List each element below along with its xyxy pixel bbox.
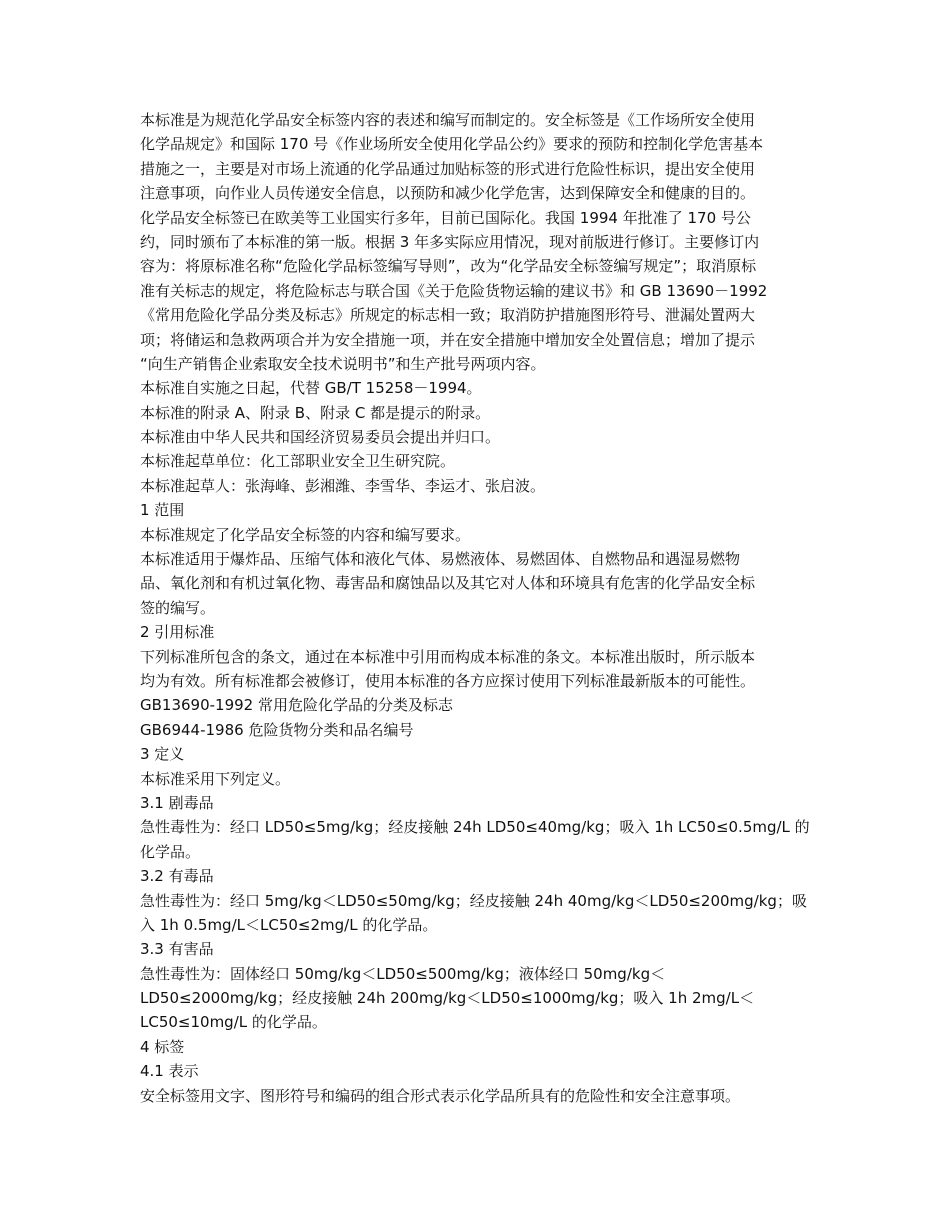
paragraph-line: 《常用危险化学品分类及标志》所规定的标志相一致；取消防护措施图形符号、泄漏处置两大 — [140, 306, 756, 325]
reference-item: GB6944-1986 危险货物分类和品名编号 — [140, 720, 414, 739]
paragraph-line: 入 1h 0.5mg/L＜LC50≤2mg/L 的化学品。 — [140, 915, 438, 934]
paragraph-line: 措施之一，主要是对市场上流通的化学品通过加贴标签的形式进行危险性标识，提出安全使用 — [140, 159, 756, 178]
subsection-heading: 3.1 剧毒品 — [140, 793, 214, 812]
paragraph-line: 本标准是为规范化学品安全标签内容的表述和编写而制定的。安全标签是《工作场所安全使用 — [140, 111, 756, 129]
paragraph-line: 本标准自实施之日起，代替 GB/T 15258－1994。 — [140, 379, 482, 398]
section-heading: 3 定义 — [140, 745, 185, 764]
paragraph-line: 本标准起草人：张海峰、彭湘潍、李雪华、李运才、张启波。 — [140, 476, 546, 495]
subsection-heading: 4.1 表示 — [140, 1062, 199, 1081]
paragraph-line: 急性毒性为：经口 5mg/kg＜LD50≤50mg/kg；经皮接触 24h 40mg/kg＜LD50≤200mg/kg；吸 — [140, 891, 807, 910]
reference-item: GB13690-1992 常用危险化学品的分类及标志 — [140, 696, 453, 715]
section-heading: 1 范围 — [140, 501, 185, 520]
paragraph-line: LC50≤10mg/L 的化学品。 — [140, 1013, 327, 1032]
paragraph-line: 化学品。 — [140, 842, 201, 861]
paragraph-line: 本标准起草单位：化工部职业安全卫生研究院。 — [140, 452, 456, 471]
paragraph-line: 注意事项，向作业人员传递安全信息，以预防和减少化学危害，达到保障安全和健康的目的。 — [140, 184, 756, 203]
paragraph-line: 本标准规定了化学品安全标签的内容和编写要求。 — [140, 525, 471, 544]
paragraph-line: 均为有效。所有标准都会被修订，使用本标准的各方应探讨使用下列标准最新版本的可能性。 — [140, 671, 756, 690]
section-heading: 4 标签 — [140, 1037, 185, 1056]
paragraph-line: 本标准采用下列定义。 — [140, 769, 291, 788]
document-body — [140, 108, 810, 1108]
paragraph-line: 化学品安全标签已在欧美等工业国实行多年，目前已国际化。我国 1994 年批准了 170 号公 — [140, 208, 751, 227]
section-heading: 2 引用标准 — [140, 623, 215, 642]
paragraph-line: 本标准由中华人民共和国经济贸易委员会提出并归口。 — [140, 428, 501, 447]
paragraph-line: 约，同时颁布了本标准的第一版。根据 3 年多实际应用情况，现对前版进行修订。主要修订内 — [140, 232, 760, 251]
paragraph-line: 品、氧化剂和有机过氧化物、毒害品和腐蚀品以及其它对人体和环境具有危害的化学品安全标 — [140, 574, 756, 593]
paragraph-line: LD50≤2000mg/kg；经皮接触 24h 200mg/kg＜LD50≤1000mg/kg；吸入 1h 2mg/L＜ — [140, 989, 755, 1008]
paragraph-line: 化学品规定》和国际 170 号《作业场所安全使用化学品公约》要求的预防和控制化学危害基本 — [140, 135, 764, 154]
paragraph-line: 项；将储运和急救两项合并为安全措施一项，并在安全措施中增加安全处置信息；增加了提示 — [140, 330, 756, 349]
subsection-heading: 3.2 有毒品 — [140, 867, 214, 886]
paragraph-line: 本标准的附录 A、附录 B、附录 C 都是提示的附录。 — [140, 403, 491, 422]
paragraph-line: 下列标准所包含的条文，通过在本标准中引用而构成本标准的条文。本标准出版时，所示版本 — [140, 647, 756, 666]
paragraph-line: 急性毒性为：固体经口 50mg/kg＜LD50≤500mg/kg；液体经口 50mg/kg＜ — [140, 964, 666, 983]
paragraph-line: 急性毒性为：经口 LD50≤5mg/kg；经皮接触 24h LD50≤40mg/kg；吸入 1h LC50≤0.5mg/L 的 — [140, 818, 810, 837]
paragraph-line: “向生产销售企业索取安全技术说明书”和生产批号两项内容。 — [140, 354, 546, 373]
paragraph-line: 准有关标志的规定，将危险标志与联合国《关于危险货物运输的建议书》和 GB 13690－1992 — [140, 281, 768, 300]
paragraph-line: 容为：将原标准名称“危险化学品标签编写导则”，改为“化学品安全标签编写规定”；取消原标 — [140, 257, 757, 276]
paragraph-line: 签的编写。 — [140, 598, 216, 617]
paragraph-line: 本标准适用于爆炸品、压缩气体和液化气体、易燃液体、易燃固体、自燃物品和遇湿易燃物 — [140, 550, 741, 569]
paragraph-line: 安全标签用文字、图形符号和编码的组合形式表示化学品所具有的危险性和安全注意事项。 — [140, 1086, 741, 1105]
subsection-heading: 3.3 有害品 — [140, 940, 214, 959]
